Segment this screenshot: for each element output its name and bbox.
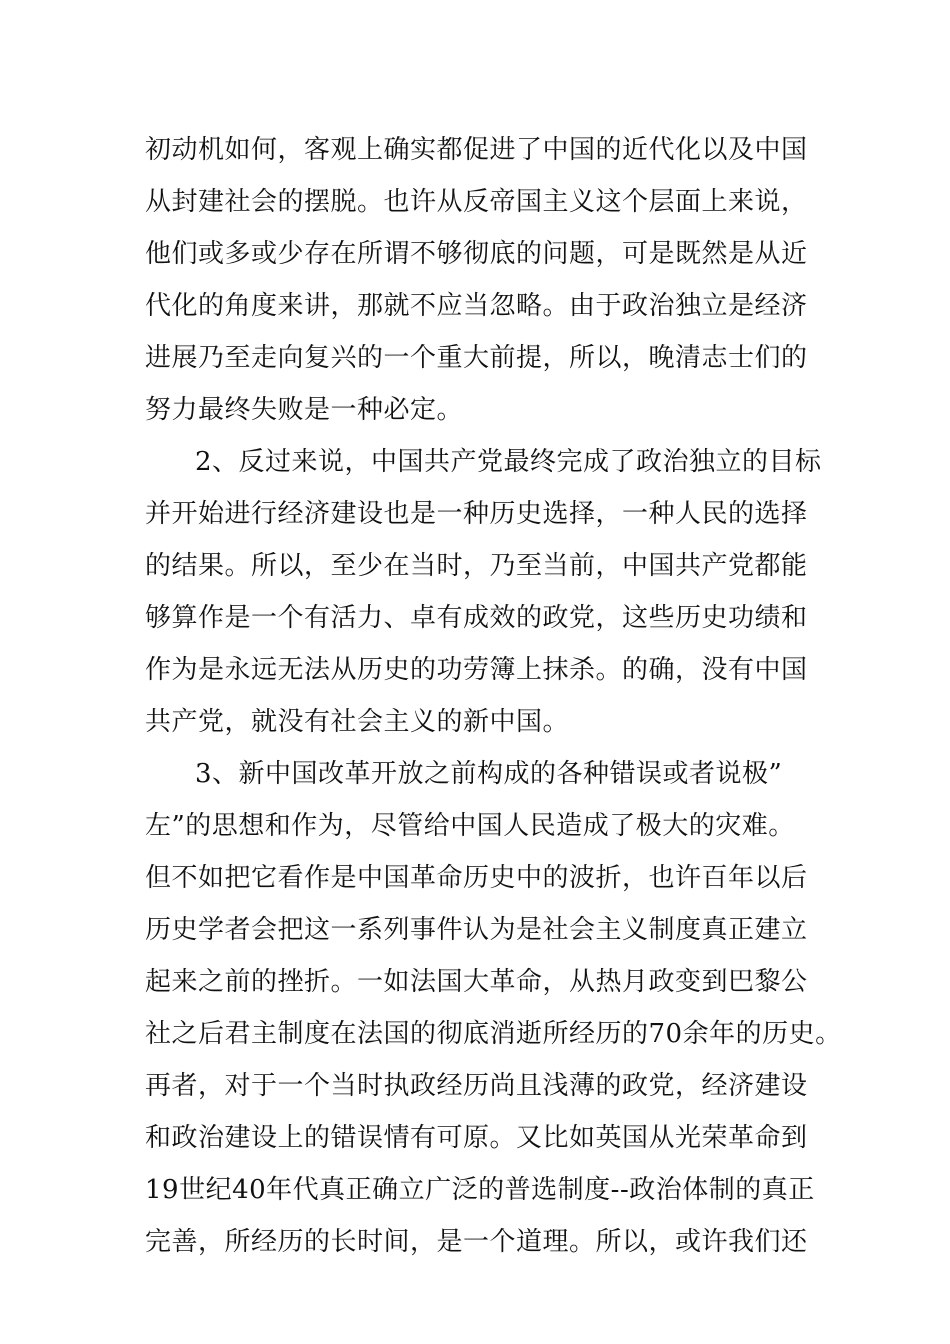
text-line: 初动机如何，客观上确实都促进了中国的近代化以及中国: [145, 135, 808, 165]
text-line: 左”的思想和作为，尽管给中国人民造成了极大的灾难。: [145, 811, 795, 841]
text-line: 共产党，就没有社会主义的新中国。: [145, 707, 570, 737]
text-line: 起来之前的挫折。一如法国大革命，从热月政变到巴黎公: [145, 967, 808, 997]
text-line: 并开始进行经济建设也是一种历史选择，一种人民的选择: [145, 499, 808, 529]
paragraph-2-first-line: 2、反过来说，中国共产党最终完成了政治独立的目标: [195, 447, 822, 477]
paragraph-3-first-line: 3、新中国改革开放之前构成的各种错误或者说极”: [195, 759, 783, 789]
text-line: 努力最终失败是一种必定。: [145, 395, 464, 425]
text-line: 历史学者会把这一系列事件认为是社会主义制度真正建立: [145, 915, 808, 945]
text-line: 再者，对于一个当时执政经历尚且浅薄的政党，经济建设: [145, 1071, 808, 1101]
text-line: 从封建社会的摆脱。也许从反帝国主义这个层面上来说，: [145, 187, 808, 217]
text-line: 进展乃至走向复兴的一个重大前提，所以，晚清志士们的: [145, 343, 808, 373]
text-line: 他们或多或少存在所谓不够彻底的问题，可是既然是从近: [145, 239, 808, 269]
text-line: 作为是永远无法从历史的功劳簿上抹杀。的确，没有中国: [145, 655, 808, 685]
text-line: 的结果。所以，至少在当时，乃至当前，中国共产党都能: [145, 551, 808, 581]
text-line: 完善，所经历的长时间，是一个道理。所以，或许我们还: [145, 1227, 808, 1257]
text-line: 够算作是一个有活力、卓有成效的政党，这些历史功绩和: [145, 603, 808, 633]
text-line: 代化的角度来讲，那就不应当忽略。由于政治独立是经济: [145, 291, 808, 321]
text-line: 社之后君主制度在法国的彻底消逝所经历的70余年的历史。: [145, 1019, 842, 1049]
text-line: 19世纪40年代真正确立广泛的普选制度--政治体制的真正: [145, 1175, 815, 1205]
text-line: 和政治建设上的错误情有可原。又比如英国从光荣革命到: [145, 1123, 808, 1153]
text-line: 但不如把它看作是中国革命历史中的波折，也许百年以后: [145, 863, 808, 893]
